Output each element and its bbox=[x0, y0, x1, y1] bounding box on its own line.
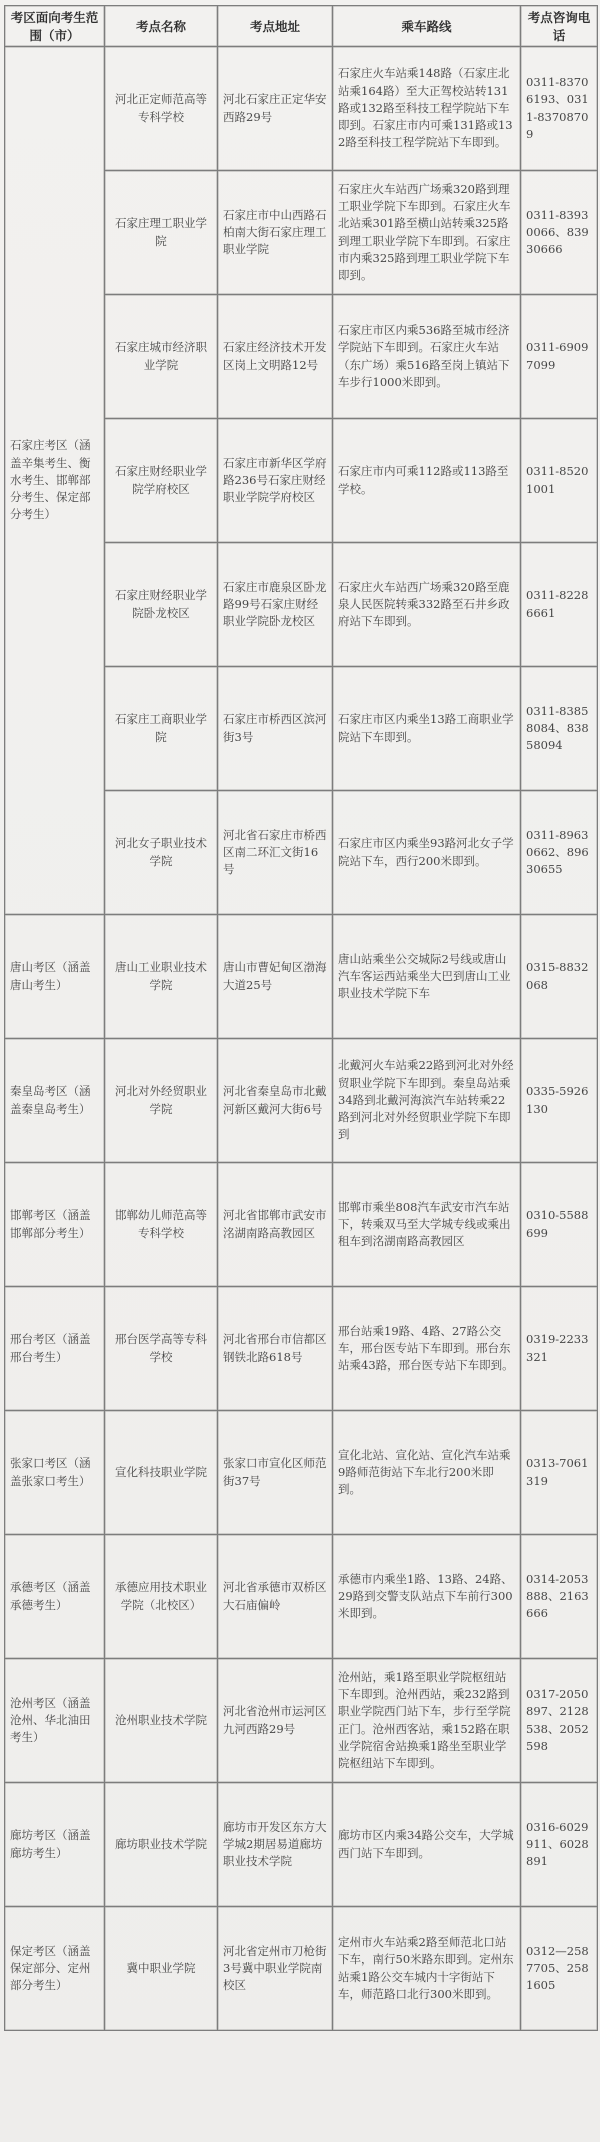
phone-cell: 0311-89630662、89630655 bbox=[521, 791, 598, 915]
bus-route-cell: 定州市火车站乘2路至师范北口站下车，南行50米路东即到。定州东站乘1路公交车城内十字街站下车，师范路口北行300米即到。 bbox=[333, 1907, 521, 2031]
table-row bbox=[5, 1287, 598, 1411]
site-name-cell: 石家庄城市经济职业学院 bbox=[105, 295, 218, 419]
table-row bbox=[5, 1163, 598, 1287]
phone-cell: 0311-82286661 bbox=[521, 543, 598, 667]
site-address-cell: 河北省秦皇岛市北戴河新区戴河大街6号 bbox=[218, 1039, 333, 1163]
site-address-cell: 石家庄市中山西路石柏南大街石家庄理工职业学院 bbox=[218, 171, 333, 295]
bus-route-cell: 石家庄火车站西广场乘320路到理工职业学院下车即到。石家庄火车北站乘301路至横山站转乘325路到理工职业学院下车即到。石家庄市内乘325路到理工职业学院下车即到。 bbox=[333, 171, 521, 295]
bus-route-cell: 石家庄市区内乘536路至城市经济学院站下车即到。石家庄火车站（东广场）乘516路至岗上镇站下车步行1000米即到。 bbox=[333, 295, 521, 419]
bus-route-cell: 石家庄市区内乘坐93路河北女子学院站下车，西行200米即到。 bbox=[333, 791, 521, 915]
table-row bbox=[5, 1535, 598, 1659]
site-address-cell: 石家庄市新华区学府路236号石家庄财经职业学院学府校区 bbox=[218, 419, 333, 543]
site-name-cell: 承德应用技术职业学院（北校区） bbox=[105, 1535, 218, 1659]
table-row bbox=[5, 1039, 598, 1163]
table-body bbox=[5, 47, 598, 2031]
header-site-address: 考点地址 bbox=[218, 6, 333, 47]
phone-cell: 0319-2233321 bbox=[521, 1287, 598, 1411]
site-name-cell: 廊坊职业技术学院 bbox=[105, 1783, 218, 1907]
exam-sites-table bbox=[4, 5, 598, 2031]
site-name-cell: 石家庄工商职业学院 bbox=[105, 667, 218, 791]
bus-route-cell: 邢台站乘19路、4路、27路公交车，邢台医专站下车即到。邢台东站乘43路，邢台医专站下车即到。 bbox=[333, 1287, 521, 1411]
site-address-cell: 石家庄市鹿泉区卧龙路99号石家庄财经职业学院卧龙校区 bbox=[218, 543, 333, 667]
bus-route-cell: 唐山站乘坐公交城际2号线或唐山汽车客运西站乘坐大巴到唐山工业职业技术学院下车 bbox=[333, 915, 521, 1039]
phone-cell: 0316-6029911、6028891 bbox=[521, 1783, 598, 1907]
region-cell: 秦皇岛考区（涵盖秦皇岛考生） bbox=[5, 1039, 105, 1163]
phone-cell: 0312—2587705、2581605 bbox=[521, 1907, 598, 2031]
region-cell: 廊坊考区（涵盖廊坊考生） bbox=[5, 1783, 105, 1907]
site-address-cell: 河北省定州市刀枪街3号冀中职业学院南校区 bbox=[218, 1907, 333, 2031]
site-address-cell: 唐山市曹妃甸区渤海大道25号 bbox=[218, 915, 333, 1039]
bus-route-cell: 邯郸市乘坐808汽车武安市汽车站下，转乘双马至大学城专线或乘出租车到洺湖南路高教园区 bbox=[333, 1163, 521, 1287]
site-name-cell: 河北对外经贸职业学院 bbox=[105, 1039, 218, 1163]
bus-route-cell: 石家庄火车站乘148路（石家庄北站乘164路）至大正驾校站转131路或132路至科技工程学院站下车即到。石家庄市内可乘131路或132路至科技工程学院站下车即到。 bbox=[333, 47, 521, 171]
phone-cell: 0335-5926130 bbox=[521, 1039, 598, 1163]
site-name-cell: 邯郸幼儿师范高等专科学校 bbox=[105, 1163, 218, 1287]
site-name-cell: 河北正定师范高等专科学校 bbox=[105, 47, 218, 171]
phone-cell: 0310-5588699 bbox=[521, 1163, 598, 1287]
phone-cell: 0314-2053888、2163666 bbox=[521, 1535, 598, 1659]
site-address-cell: 廊坊市开发区东方大学城2期居易道廊坊职业技术学院 bbox=[218, 1783, 333, 1907]
site-address-cell: 河北省承德市双桥区大石庙偏岭 bbox=[218, 1535, 333, 1659]
site-name-cell: 沧州职业技术学院 bbox=[105, 1659, 218, 1783]
site-address-cell: 石家庄市桥西区滨河街3号 bbox=[218, 667, 333, 791]
site-name-cell: 河北女子职业技术学院 bbox=[105, 791, 218, 915]
header-site-name: 考点名称 bbox=[105, 6, 218, 47]
table-row bbox=[5, 1411, 598, 1535]
bus-route-cell: 北戴河火车站乘22路到河北对外经贸职业学院下车即到。秦皇岛站乘34路到北戴河海滨汽车站转乘22路到河北对外经贸职业学院下车即到 bbox=[333, 1039, 521, 1163]
bus-route-cell: 宣化北站、宣化站、宣化汽车站乘9路师范街站下车北行200米即到。 bbox=[333, 1411, 521, 1535]
site-name-cell: 冀中职业学院 bbox=[105, 1907, 218, 2031]
site-name-cell: 邢台医学高等专科学校 bbox=[105, 1287, 218, 1411]
site-name-cell: 石家庄财经职业学院卧龙校区 bbox=[105, 543, 218, 667]
table-row bbox=[5, 915, 598, 1039]
site-address-cell: 河北石家庄正定华安西路29号 bbox=[218, 47, 333, 171]
bus-route-cell: 沧州站，乘1路至职业学院枢纽站下车即到。沧州西站，乘232路到职业学院西门站下车，步行至学院正门。沧州西客站，乘152路在职业学院宿舍站换乘1路坐至职业学院枢纽站下车即到。 bbox=[333, 1659, 521, 1783]
region-cell: 承德考区（涵盖承德考生） bbox=[5, 1535, 105, 1659]
phone-cell: 0311-85201001 bbox=[521, 419, 598, 543]
site-name-cell: 石家庄财经职业学院学府校区 bbox=[105, 419, 218, 543]
header-bus-route: 乘车路线 bbox=[333, 6, 521, 47]
bus-route-cell: 石家庄市区内乘坐13路工商职业学院站下车即到。 bbox=[333, 667, 521, 791]
region-cell: 邯郸考区（涵盖邯郸部分考生） bbox=[5, 1163, 105, 1287]
site-address-cell: 河北省邢台市信都区钢铁北路618号 bbox=[218, 1287, 333, 1411]
region-cell: 唐山考区（涵盖唐山考生） bbox=[5, 915, 105, 1039]
site-address-cell: 河北省石家庄市桥西区南二环汇文街16号 bbox=[218, 791, 333, 915]
header-region: 考区面向考生范围（市） bbox=[5, 6, 105, 47]
site-name-cell: 石家庄理工职业学院 bbox=[105, 171, 218, 295]
region-cell: 邢台考区（涵盖邢台考生） bbox=[5, 1287, 105, 1411]
phone-cell: 0317-2050897、2128538、2052598 bbox=[521, 1659, 598, 1783]
site-address-cell: 石家庄经济技术开发区岗上文明路12号 bbox=[218, 295, 333, 419]
table-header-row bbox=[5, 6, 598, 47]
bus-route-cell: 廊坊市区内乘34路公交车，大学城西门站下车即到。 bbox=[333, 1783, 521, 1907]
site-address-cell: 河北省邯郸市武安市洺湖南路高教园区 bbox=[218, 1163, 333, 1287]
site-address-cell: 张家口市宣化区师范街37号 bbox=[218, 1411, 333, 1535]
site-name-cell: 宣化科技职业学院 bbox=[105, 1411, 218, 1535]
region-cell: 保定考区（涵盖保定部分、定州部分考生） bbox=[5, 1907, 105, 2031]
region-cell: 张家口考区（涵盖张家口考生） bbox=[5, 1411, 105, 1535]
header-phone: 考点咨询电话 bbox=[521, 6, 598, 47]
phone-cell: 0315-8832068 bbox=[521, 915, 598, 1039]
bus-route-cell: 石家庄市内可乘112路或113路至学校。 bbox=[333, 419, 521, 543]
bus-route-cell: 石家庄火车站西广场乘320路至鹿泉人民医院转乘332路至石井乡政府站下车即到。 bbox=[333, 543, 521, 667]
table-row bbox=[5, 1783, 598, 1907]
bus-route-cell: 承德市内乘坐1路、13路、24路、29路到交警支队站点下车前行300米即到。 bbox=[333, 1535, 521, 1659]
region-cell: 沧州考区（涵盖沧州、华北油田考生） bbox=[5, 1659, 105, 1783]
phone-cell: 0311-69097099 bbox=[521, 295, 598, 419]
phone-cell: 0311-83930066、83930666 bbox=[521, 171, 598, 295]
table-row bbox=[5, 1907, 598, 2031]
table-row bbox=[5, 47, 598, 171]
phone-cell: 0313-7061319 bbox=[521, 1411, 598, 1535]
site-name-cell: 唐山工业职业技术学院 bbox=[105, 915, 218, 1039]
site-address-cell: 河北省沧州市运河区九河西路29号 bbox=[218, 1659, 333, 1783]
phone-cell: 0311-83706193、0311-83708709 bbox=[521, 47, 598, 171]
region-cell: 石家庄考区（涵盖辛集考生、衡水考生、邯郸部分考生、保定部分考生） bbox=[5, 47, 105, 915]
table-row bbox=[5, 1659, 598, 1783]
phone-cell: 0311-83858084、83858094 bbox=[521, 667, 598, 791]
